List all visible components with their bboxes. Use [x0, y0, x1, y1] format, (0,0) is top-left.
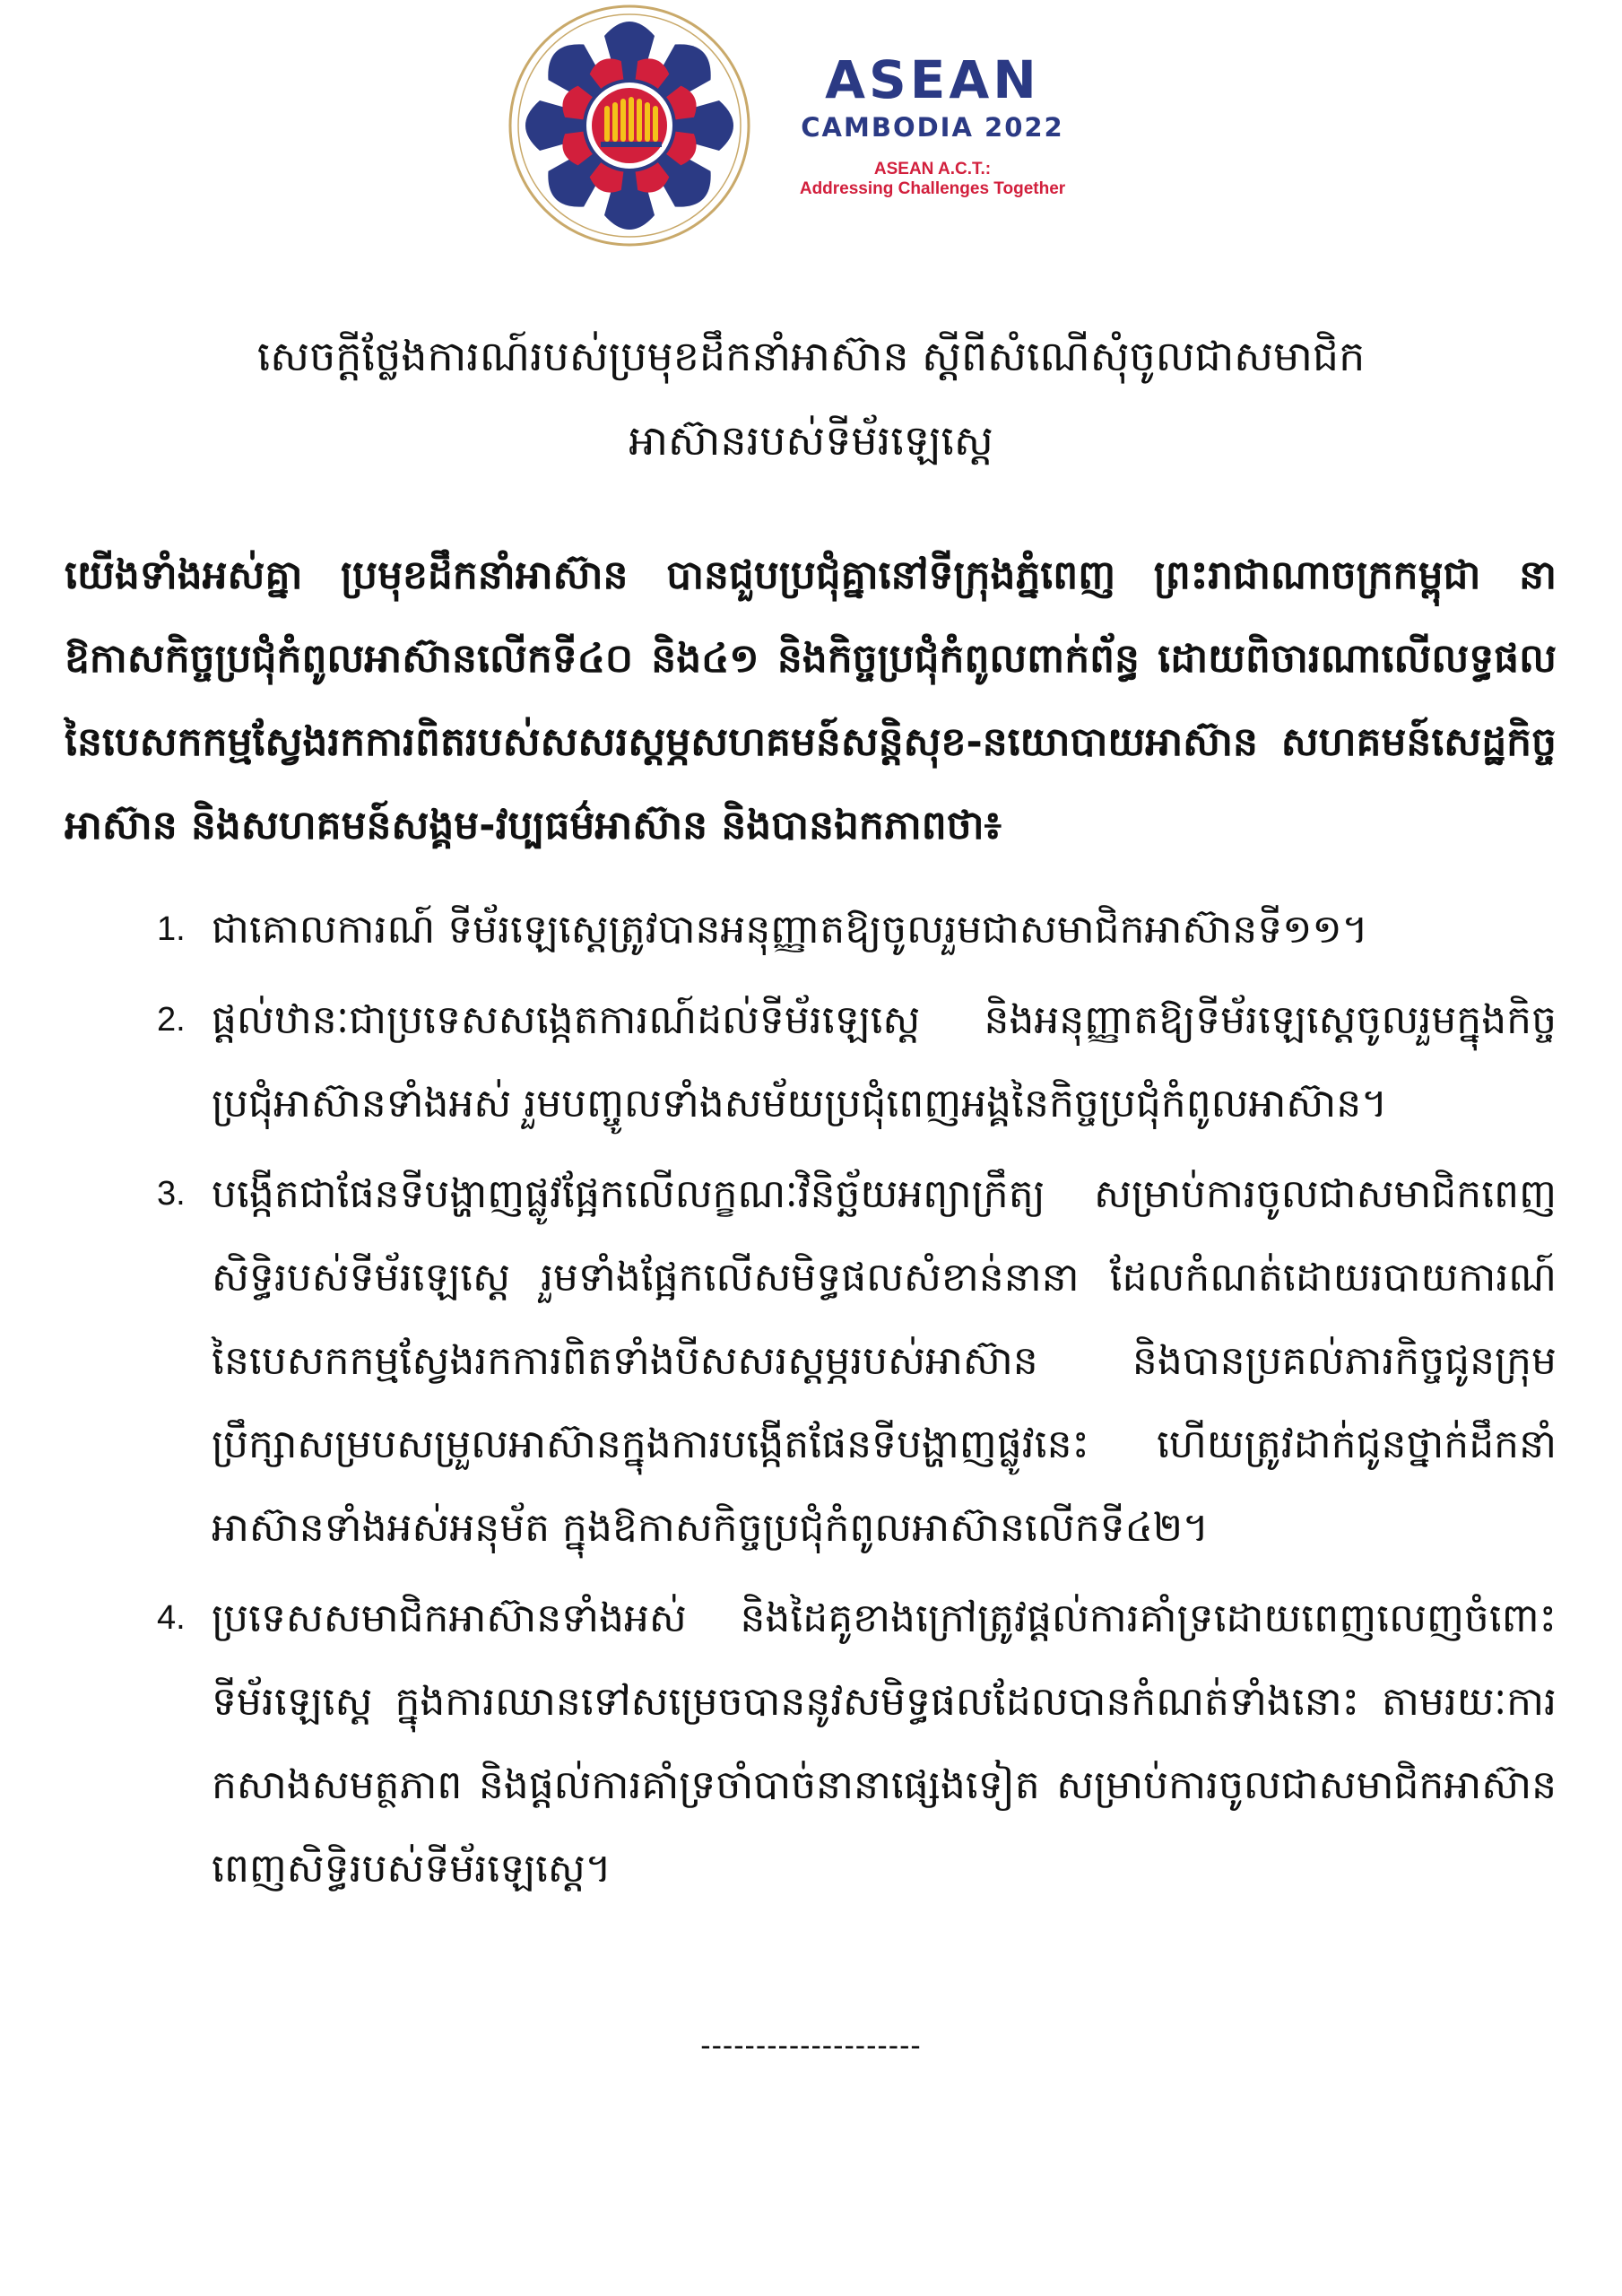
- list-item: [0, 1577, 1622, 1910]
- list-item-text: ជាគោលការណ៍ ទីម័រឡេស្តេត្រូវបានអនុញ្ញាតឱ្យចូលរួមជាសមាជិកអាស៊ានទី១១។: [212, 907, 1368, 952]
- resolution-list: [0, 888, 1622, 1918]
- end-divider: --------------------: [700, 2029, 922, 2063]
- brand-subtitle: CAMBODIA 2022: [801, 112, 1064, 143]
- brand-act: ASEAN A.C.T.:: [873, 160, 992, 178]
- list-item-number: 3.: [157, 1175, 186, 1213]
- asean-lotus-emblem-icon: [504, 0, 755, 251]
- brand-block: [780, 49, 1085, 199]
- list-item-text: ផ្តល់ឋានៈជាប្រទេសសង្កេតការណ៍ដល់ទីម័រឡេស្តេ និងអនុញ្ញាតឱ្យទីម័រឡេស្តេចូលរួមក្នុងកិច្ចប្រជុំអាស៊ានទាំងអស់ រួមបញ្ចូលទាំងសម័យប្រជុំពេញអង្គនៃកិច្ចប្រជុំកំពូលអាស៊ាន។: [212, 997, 1557, 1126]
- statement-title: [108, 314, 1514, 483]
- list-item: [0, 888, 1622, 971]
- list-item-number: 4.: [157, 1599, 186, 1637]
- list-item-text: បង្កើតជាផែនទីបង្ហាញផ្លូវផ្អែកលើលក្ខណៈវិនិច្ឆ័យអព្យាក្រឹត្យ សម្រាប់ការចូលជាសមាជិកពេញសិទ្ធិរបស់ទីម័រឡេស្តេ រួមទាំងផ្អែកលើសមិទ្ធផលសំខាន់នានា ដែលកំណត់ដោយរបាយការណ៍នៃបេសកកម្មស្វែងរកការពិតទាំងបីសសរស្តម្ភរបស់អាស៊ាន និងបានប្រគល់ភារកិច្ចជូនក្រុមប្រឹក្សាសម្របសម្រួលអាស៊ានក្នុងការបង្កើតផែនទីបង្ហាញផ្លូវនេះ ហើយត្រូវដាក់ជូនថ្នាក់ដឹកនាំអាស៊ានទាំងអស់អនុម័ត ក្នុងឱកាសកិច្ចប្រជុំកំពូលអាស៊ានលើកទី៤២។: [212, 1171, 1557, 1551]
- statement-title-line-2: អាស៊ានរបស់ទីម័រឡេស្តេ: [629, 416, 993, 465]
- list-item: [0, 1152, 1622, 1570]
- list-item-number: 2.: [157, 1001, 186, 1039]
- brand-tagline: Addressing Challenges Together: [799, 179, 1066, 198]
- list-item-number: 1.: [157, 910, 186, 948]
- intro-paragraph: យើងទាំងអស់គ្នា ប្រមុខដឹកនាំអាស៊ាន បានជួបប្រជុំគ្នានៅទីក្រុងភ្នំពេញ ព្រះរាជាណាចក្រកម្ពុជា នាឱកាសកិច្ចប្រជុំកំពូលអាស៊ានលើកទី៤០ និង៤១ និងកិច្ចប្រជុំកំពូលពាក់ព័ន្ធ ដោយពិចារណាលើលទ្ធផល នៃបេសកកម្មស្វែងរកការពិតរបស់សសរស្តម្ភសហគមន៍សន្តិសុខ-នយោបាយអាស៊ាន សហគមន៍សេដ្ឋកិច្ចអាស៊ាន និងសហគមន៍សង្គម-វប្បធម៌អាស៊ាន និងបានឯកភាពថា៖: [65, 552, 1557, 848]
- statement-title-line-1: សេចក្តីថ្លែងការណ៍របស់ប្រមុខដឹកនាំអាស៊ាន ស្តីពីសំណើសុំចូលជាសមាជិក: [256, 332, 1366, 380]
- list-item: [0, 978, 1622, 1145]
- brand-title: ASEAN: [825, 49, 1040, 110]
- list-item-text: ប្រទេសសមាជិកអាស៊ានទាំងអស់ និងដៃគូខាងក្រៅត្រូវផ្តល់ការគាំទ្រដោយពេញលេញចំពោះ ទីម័រឡេស្តេ ក្នុងការឈានទៅសម្រេចបាននូវសមិទ្ធផលដែលបានកំណត់ទាំងនោះ តាមរយៈការ កសាងសមត្ថភាព និងផ្តល់ការគាំទ្រចាំបាច់នានាផ្សេងទៀត សម្រាប់ការចូលជាសមាជិកអាស៊ានពេញសិទ្ធិរបស់ទីម័រឡេស្តេ។: [212, 1596, 1557, 1892]
